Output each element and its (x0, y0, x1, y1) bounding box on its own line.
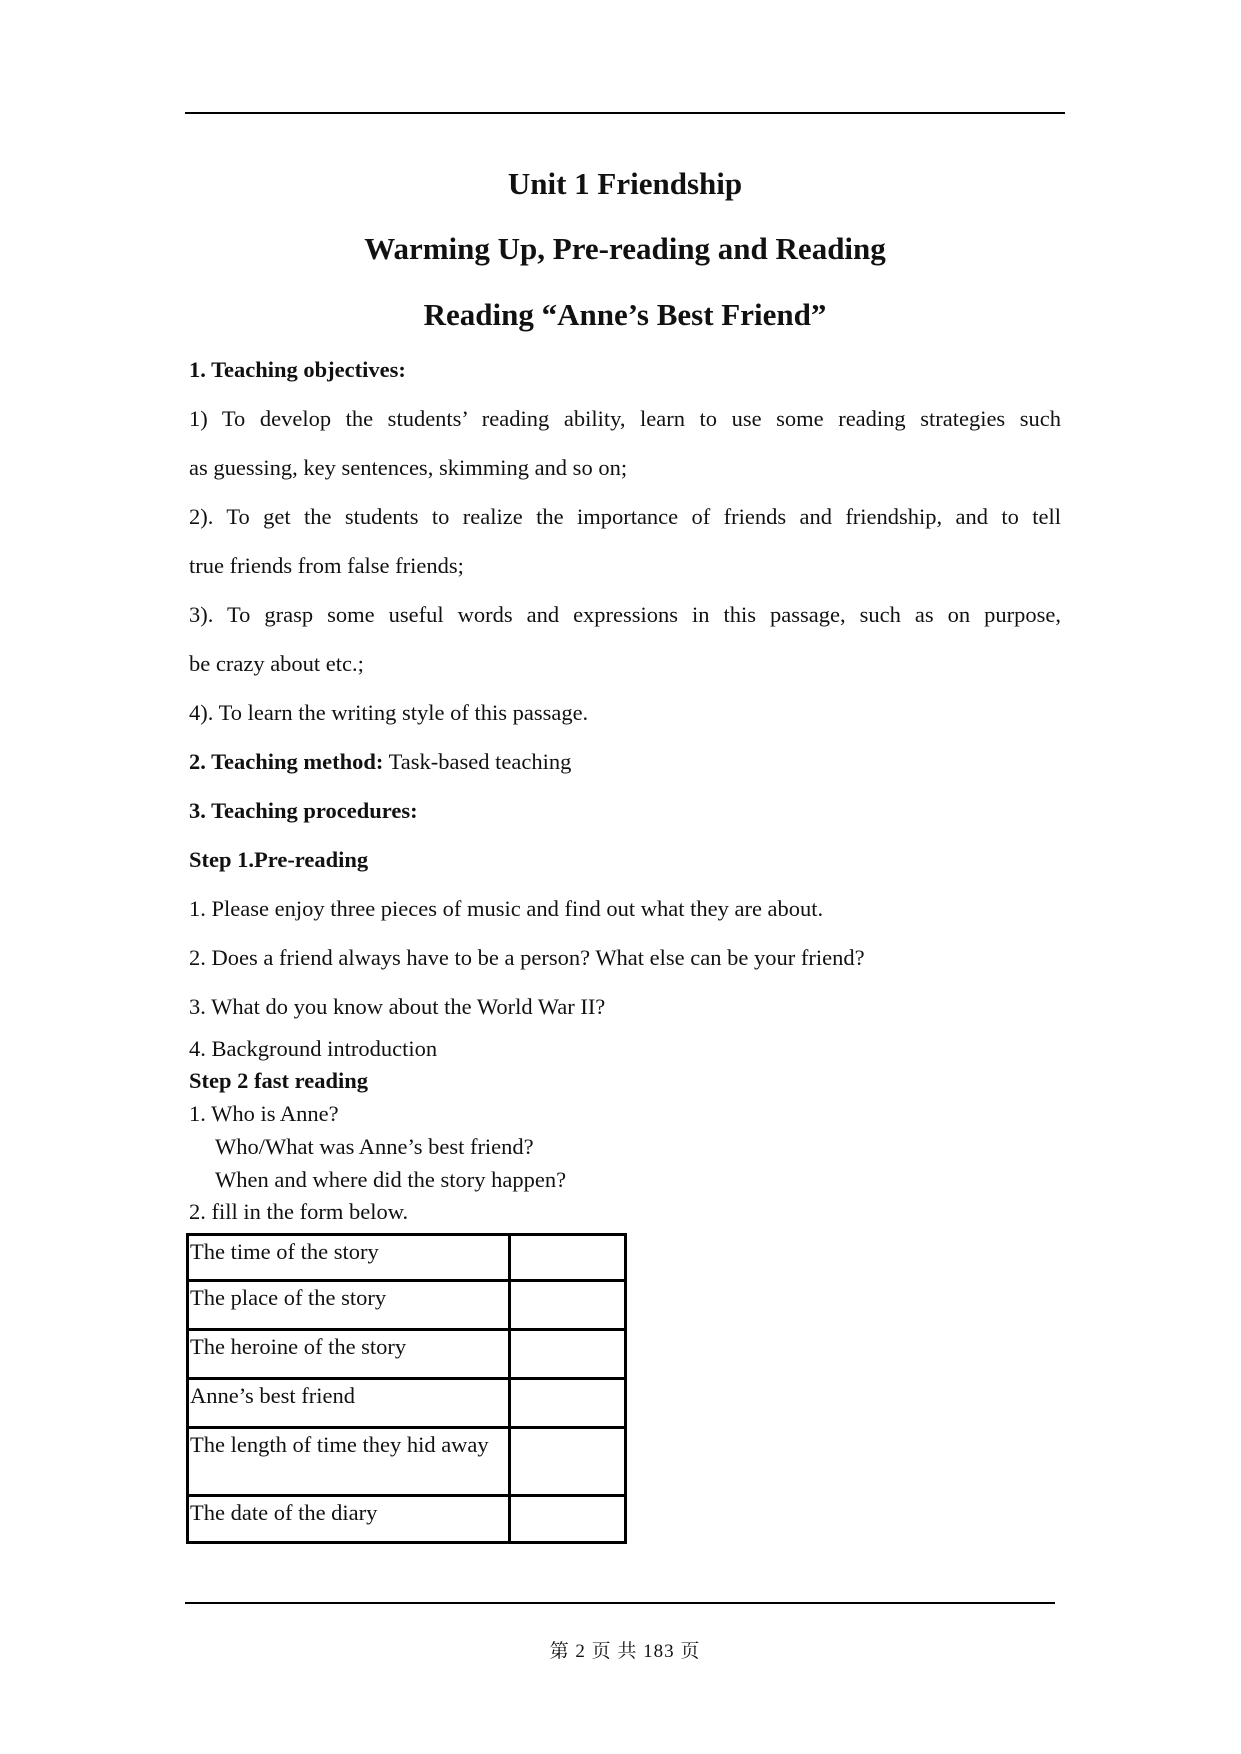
form-answer-cell[interactable] (510, 1379, 626, 1428)
form-row (188, 1428, 626, 1496)
step2-question-2: 2. fill in the form below. (189, 1199, 409, 1224)
form-answer-cell[interactable] (510, 1330, 626, 1379)
objective-2-line-2: true friends from false friends; (189, 553, 464, 578)
form-answer-cell[interactable] (510, 1235, 626, 1281)
footer-rule (185, 1602, 1055, 1604)
step1-question-4: 4. Background introduction (189, 1036, 438, 1061)
teaching-method-label: 2. Teaching method: (189, 749, 384, 774)
header-rule (185, 112, 1065, 114)
reading-title: Reading “Anne’s Best Friend” (423, 297, 827, 332)
objective-1-line-1: 1) To develop the students’ reading ability, learn to use some reading strategies such (189, 406, 1061, 431)
step1-question-2: 2. Does a friend always have to be a person? What else can be your friend? (189, 945, 865, 970)
form-label: Anne’s best friend (188, 1379, 510, 1428)
form-answer-cell[interactable] (510, 1428, 626, 1496)
form-label: The heroine of the story (188, 1330, 510, 1379)
objective-1-line-2: as guessing, key sentences, skimming and so on; (189, 455, 628, 480)
form-label: The place of the story (188, 1281, 510, 1330)
teaching-method (189, 748, 1061, 776)
step2-question-1: 1. Who is Anne? (189, 1101, 339, 1126)
teaching-method-value: Task-based teaching (383, 749, 572, 774)
form-row (188, 1235, 626, 1281)
form-label: The date of the diary (188, 1496, 510, 1543)
story-info-form (186, 1233, 627, 1544)
objectives-heading: 1. Teaching objectives: (189, 357, 406, 382)
lesson-subtitle: Warming Up, Pre-reading and Reading (364, 231, 886, 266)
step2-question-1-sub-1: Who/What was Anne’s best friend? (215, 1134, 534, 1159)
step2-question-1-sub-2: When and where did the story happen? (215, 1167, 567, 1192)
unit-title: Unit 1 Friendship (507, 166, 743, 201)
form-label: The length of time they hid away (188, 1428, 510, 1496)
form-row (188, 1330, 626, 1379)
objective-2-line-1: 2). To get the students to realize the importance of friends and friendship, and to tell (189, 504, 1061, 529)
page-number: 第 2 页 共 183 页 (549, 1641, 701, 1662)
form-answer-cell[interactable] (510, 1496, 626, 1543)
step1-question-1: 1. Please enjoy three pieces of music and find out what they are about. (189, 896, 824, 921)
form-answer-cell[interactable] (510, 1281, 626, 1330)
procedures-heading: 3. Teaching procedures: (189, 798, 418, 823)
objective-4: 4). To learn the writing style of this passage. (189, 700, 589, 725)
objective-3-line-2: be crazy about etc.; (189, 651, 364, 676)
step1-heading: Step 1.Pre-reading (189, 847, 369, 872)
form-label: The time of the story (188, 1235, 510, 1281)
step1-question-3: 3. What do you know about the World War II? (189, 994, 606, 1019)
form-row (188, 1281, 626, 1330)
form-row (188, 1496, 626, 1543)
objective-3-line-1: 3). To grasp some useful words and expressions in this passage, such as on purpose, (189, 602, 1061, 627)
step2-heading: Step 2 fast reading (189, 1068, 368, 1093)
form-row (188, 1379, 626, 1428)
